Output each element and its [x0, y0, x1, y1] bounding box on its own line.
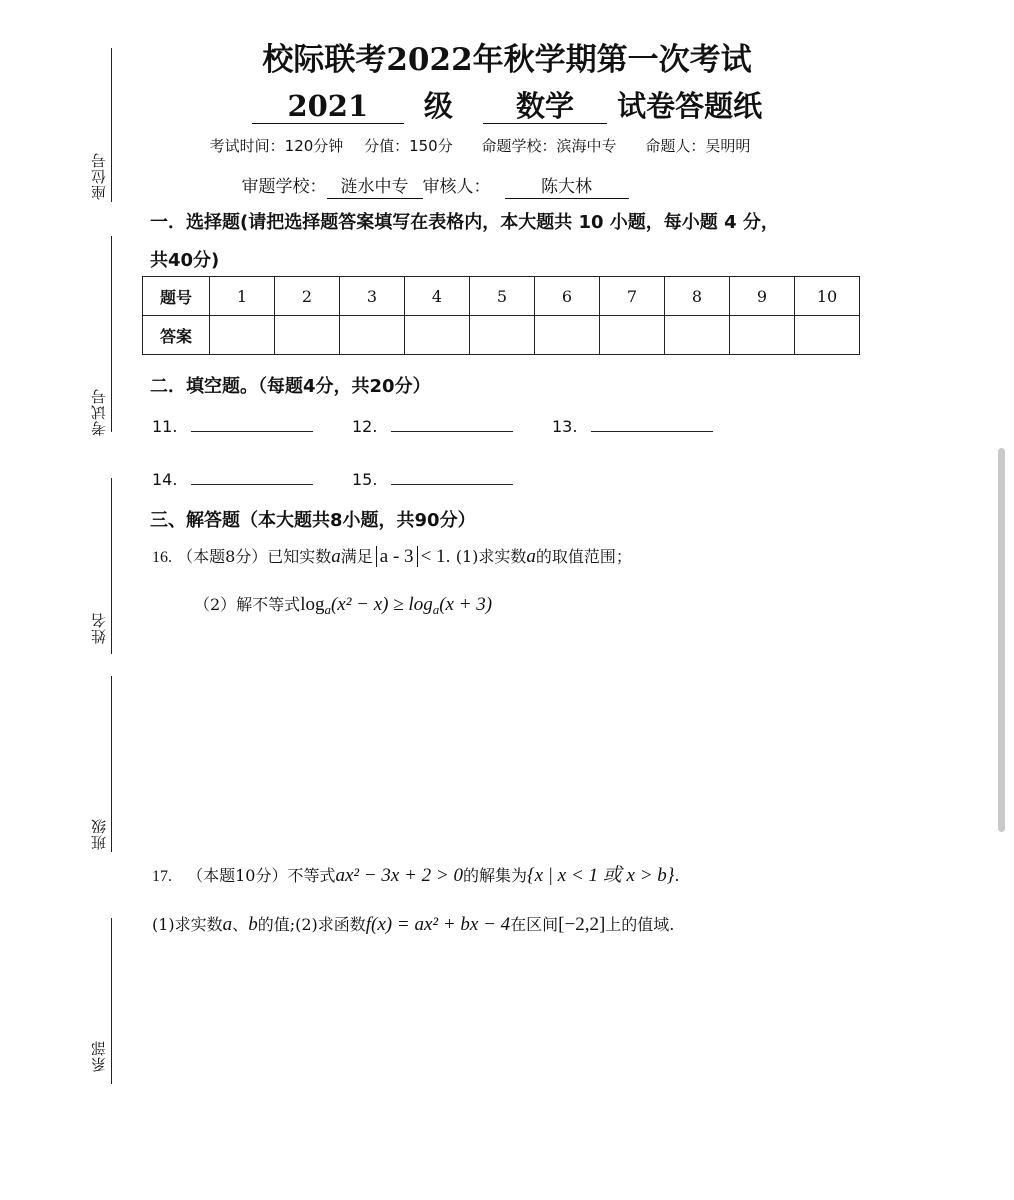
blank-number: 11. [152, 417, 178, 436]
question-number: 3 [340, 277, 405, 316]
math-ineq: < 1 [420, 546, 446, 567]
math-sub: a [432, 602, 440, 618]
answer-cell[interactable] [535, 316, 600, 355]
math-set: {x | x < 1 或 x > b} [527, 865, 675, 886]
question-number: 5 [470, 277, 535, 316]
reviewer-label: 审核人： [422, 177, 491, 197]
exam-score: 分值：150分 [364, 137, 453, 155]
fill-blank-13 [552, 415, 713, 436]
answer-cell[interactable] [470, 316, 535, 355]
question-number: 17. [152, 868, 172, 885]
review-school-label: 审题学校： [241, 177, 327, 197]
answer-cell[interactable] [340, 316, 405, 355]
blank-number: 12. [352, 417, 378, 436]
vertical-scrollbar[interactable] [998, 448, 1005, 832]
math-var: a [331, 546, 341, 567]
answer-blank[interactable] [591, 415, 713, 432]
answer-cell[interactable] [665, 316, 730, 355]
question-16-line1 [152, 544, 632, 568]
question-text: 的值;(2)求函数 [257, 915, 366, 934]
fill-blank-12 [352, 415, 513, 436]
margin-label-department: 系部 [90, 1040, 108, 1072]
math-log: log [300, 594, 325, 615]
math-interval: [−2,2] [558, 914, 606, 935]
section1-title-line2: 共40分) [150, 250, 220, 271]
math-expr: (x² − x) ≥ log [330, 594, 433, 615]
blank-number: 13. [552, 417, 578, 436]
review-school-value: 涟水中专 [327, 176, 423, 199]
question-number: 1 [210, 277, 275, 316]
question-number: 16. [152, 549, 172, 566]
question-text: 满足 [340, 547, 373, 566]
answer-cell[interactable] [405, 316, 470, 355]
blank-number: 14. [152, 470, 178, 489]
reviewer-value: 陈大林 [505, 176, 629, 199]
fill-blank-14 [152, 468, 313, 489]
question-text: （2）解不等式 [194, 595, 301, 614]
margin-label-exam-no: 考试号 [90, 388, 108, 436]
row-label-number: 题号 [143, 277, 210, 316]
exam-info [0, 135, 960, 156]
question-number: 9 [730, 277, 795, 316]
choice-number-row [143, 277, 860, 316]
question-text: 的解集为 [463, 866, 528, 885]
choice-answer-row [143, 316, 860, 355]
math-var: a [526, 546, 536, 567]
section2-title: 二．填空题。（每题4分，共20分） [150, 376, 431, 397]
question-17-line2 [152, 912, 674, 936]
page-subtitle [0, 84, 1014, 125]
math-var: a [222, 914, 233, 935]
answer-cell[interactable] [210, 316, 275, 355]
question-text: . [445, 547, 451, 566]
question-text: （本题8分）已知实数 [177, 547, 332, 566]
exam-time: 考试时间：120分钟 [209, 137, 344, 155]
question-16-line2 [194, 592, 492, 618]
review-info [0, 172, 870, 199]
question-text: (1)求实数 [152, 915, 223, 934]
question-17-line1 [152, 860, 679, 887]
question-number: 7 [600, 277, 665, 316]
math-func: f(x) = ax² + bx − 4 [365, 914, 511, 935]
answer-cell[interactable] [730, 316, 795, 355]
question-text: . [674, 866, 680, 885]
blank-number: 15. [352, 470, 378, 489]
page-title: 校际联考2022年秋学期第一次考试 [262, 42, 752, 78]
question-number: 4 [405, 277, 470, 316]
math-var: b [248, 914, 258, 935]
margin-label-seat: 座位号 [90, 152, 108, 200]
answer-blank[interactable] [391, 468, 513, 485]
grade-value: 2021 [252, 89, 404, 124]
fill-blank-15 [352, 468, 513, 489]
question-text: 、 [232, 915, 249, 934]
answer-blank[interactable] [191, 415, 313, 432]
margin-label-name: 姓名 [90, 612, 108, 644]
subject-suffix: 试卷答题纸 [617, 89, 763, 123]
question-number: 6 [535, 277, 600, 316]
math-expr: (x + 3) [439, 594, 493, 615]
exam-author: 命题人：吴明明 [645, 137, 751, 155]
question-text: 的取值范围； [535, 547, 632, 566]
choice-answer-table [142, 276, 860, 355]
margin-label-class: 班级 [90, 818, 108, 850]
question-text: 上的值域. [605, 915, 675, 934]
answer-cell[interactable] [600, 316, 665, 355]
section3-title: 三、解答题（本大题共8小题，共90分） [150, 510, 476, 531]
question-number: 8 [665, 277, 730, 316]
question-text: （本题10分）不等式 [187, 866, 336, 885]
fill-blank-11 [152, 415, 313, 436]
answer-cell[interactable] [795, 316, 860, 355]
row-label-answer: 答案 [143, 316, 210, 355]
question-text: 在区间 [510, 915, 559, 934]
section1-title-line1: 一．选择题(请把选择题答案填写在表格内，本大题共 10 小题，每小题 4 分， [150, 212, 779, 233]
question-number: 10 [795, 277, 860, 316]
answer-cell[interactable] [275, 316, 340, 355]
question-text: (1)求实数 [455, 547, 527, 566]
subject-value: 数学 [483, 89, 607, 124]
math-sub: a [324, 602, 331, 618]
math-abs: a - 3 [376, 546, 418, 567]
answer-blank[interactable] [191, 468, 313, 485]
math-expr: ax² − 3x + 2 > 0 [335, 865, 463, 886]
exam-school: 命题学校：滨海中专 [481, 137, 617, 155]
answer-blank[interactable] [391, 415, 513, 432]
grade-suffix: 级 [423, 89, 453, 123]
question-number: 2 [275, 277, 340, 316]
